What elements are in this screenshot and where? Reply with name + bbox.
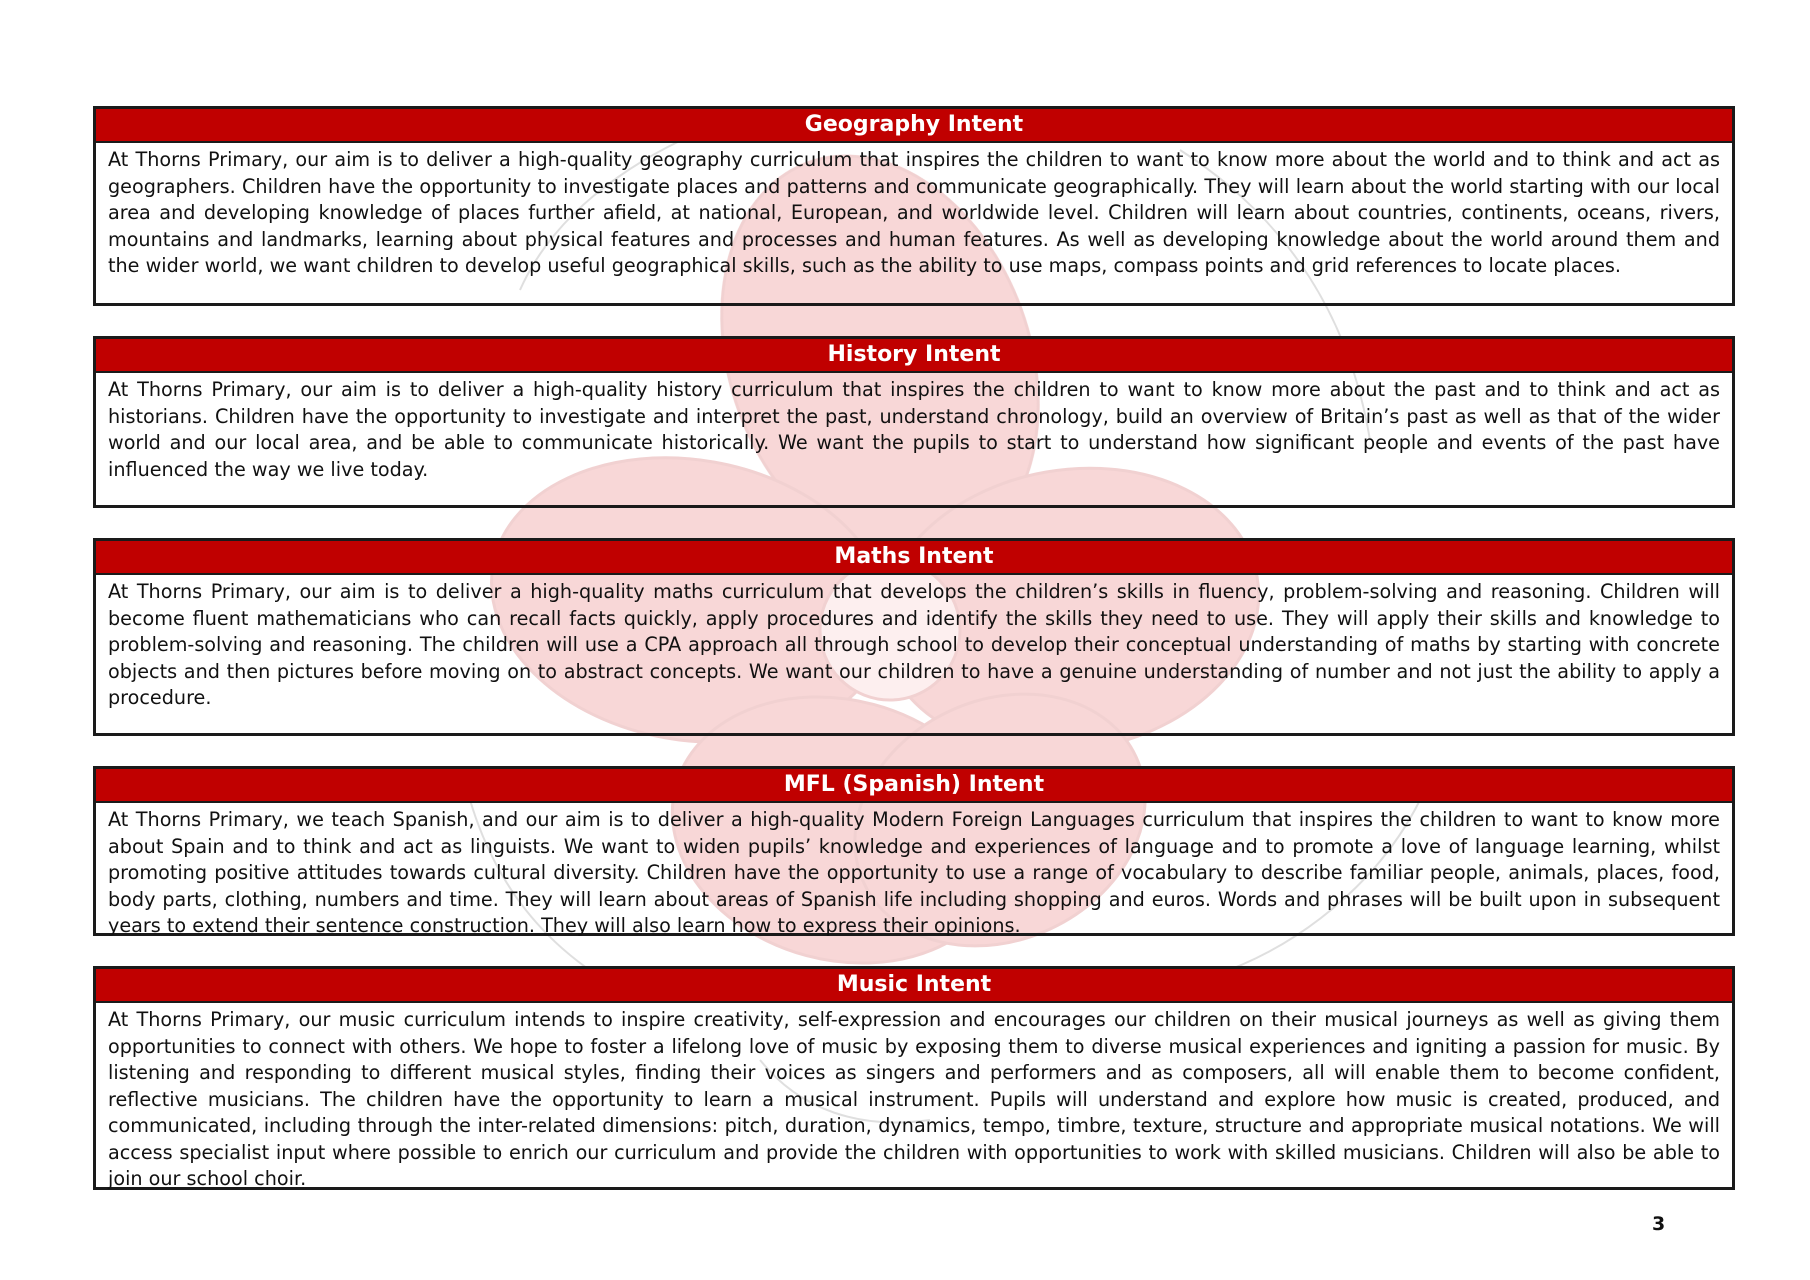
geography-intent-section	[93, 106, 1735, 306]
maths-intent-section	[93, 538, 1735, 736]
history-intent-section	[93, 336, 1735, 508]
section-title: Geography Intent	[96, 109, 1732, 143]
music-intent-section	[93, 966, 1735, 1190]
section-title: History Intent	[96, 339, 1732, 373]
section-body: At Thorns Primary, our aim is to deliver a high-quality geography curriculum that inspires the children to want to know more about the world and to think and act as geographers. Children have the opportunity to investigate places and patterns and communicate geographically. They will learn about the world starting with our local area and developing knowledge of places further afield, at national, European, and worldwide level. Children will learn about countries, continents, oceans, rivers, mountains and landmarks, learning about physical features and processes and human features. As well as developing knowledge about the world around them and the wider world, we want children to develop useful geographical skills, such as the ability to use maps, compass points and grid references to locate places.	[108, 148, 1720, 277]
section-title: Maths Intent	[96, 541, 1732, 575]
section-body: At Thorns Primary, our aim is to deliver a high-quality history curriculum that inspires the children to want to know more about the past and to think and act as historians. Children have the opportunity to investigate and interpret the past, understand chronology, build an overview of Britain’s past as well as that of the wider world and our local area, and be able to communicate historically. We want the pupils to start to understand how significant people and events of the past have influenced the way we live today.	[108, 378, 1720, 481]
page-number: 3	[1652, 1213, 1666, 1235]
mfl-spanish-intent-section	[93, 766, 1735, 936]
section-title: Music Intent	[96, 969, 1732, 1003]
section-body: At Thorns Primary, our aim is to deliver a high-quality maths curriculum that develops the children’s skills in fluency, problem-solving and reasoning. Children will become fluent mathematicians who can recall facts quickly, apply procedures and identify the skills they need to use. They will apply their skills and knowledge to problem-solving and reasoning. The children will use a CPA approach all through school to develop their conceptual understanding of maths by starting with concrete objects and then pictures before moving on to abstract concepts. We want our children to have a genuine understanding of number and not just the ability to apply a procedure.	[108, 580, 1720, 709]
section-title: MFL (Spanish) Intent	[96, 769, 1732, 803]
section-body: At Thorns Primary, we teach Spanish, and our aim is to deliver a high-quality Modern Foreign Languages curriculum that inspires the children to want to know more about Spain and to think and act as linguists. We want to widen pupils’ knowledge and experiences of language and to promote a love of language learning, whilst promoting positive attitudes towards cultural diversity. Children have the opportunity to use a range of vocabulary to describe familiar people, animals, places, food, body parts, clothing, numbers and time. They will learn about areas of Spanish life including shopping and euros. Words and phrases will be built upon in subsequent years to extend their sentence construction. They will also learn how to express their opinions.	[108, 808, 1720, 937]
section-body: At Thorns Primary, our music curriculum intends to inspire creativity, self-expression and encourages our children on their musical journeys as well as giving them opportunities to connect with others. We hope to foster a lifelong love of music by exposing them to diverse musical experiences and igniting a passion for music. By listening and responding to different musical styles, finding their voices as singers and performers and as composers, all will enable them to become confident, reflective musicians. The children have the opportunity to learn a musical instrument. Pupils will understand and explore how music is created, produced, and communicated, including through the inter-related dimensions: pitch, duration, dynamics, tempo, timbre, texture, structure and appropriate musical notations. We will access specialist input where possible to enrich our curriculum and provide the children with opportunities to work with skilled musicians. Children will also be able to join our school choir.	[108, 1008, 1720, 1190]
